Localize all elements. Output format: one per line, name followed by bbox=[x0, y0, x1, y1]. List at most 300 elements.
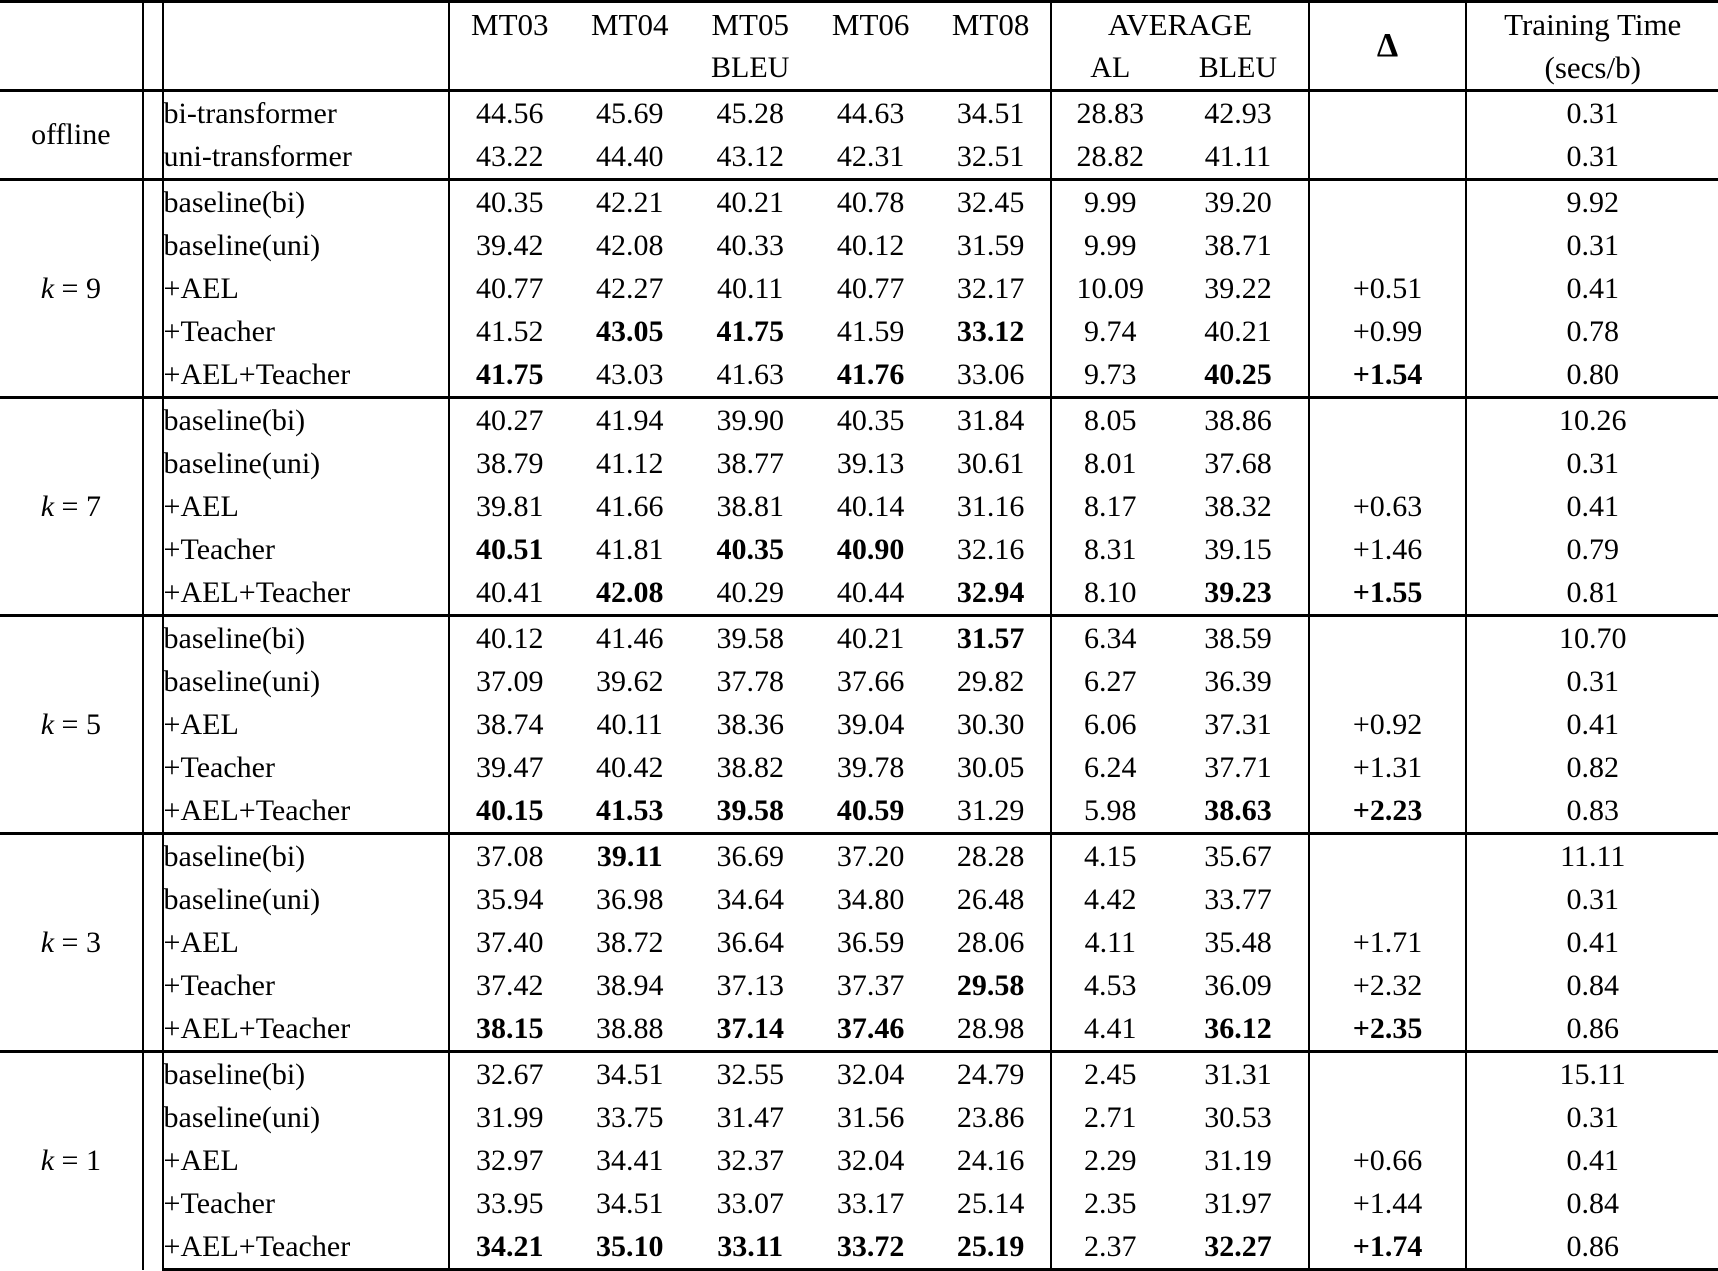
cell-mt08: 23.86 bbox=[956, 1101, 1025, 1134]
cell-mt06: 41.76 bbox=[836, 358, 905, 391]
cell-average-al: 9.99 bbox=[1051, 180, 1168, 225]
cell-mt03: 37.42 bbox=[449, 964, 569, 1007]
group-divider bbox=[143, 180, 163, 398]
header-mt06: MT06 bbox=[810, 2, 930, 48]
system-name: +Teacher bbox=[163, 315, 275, 348]
cell-average-al: 2.71 bbox=[1051, 1096, 1168, 1139]
table-row bbox=[0, 135, 1718, 180]
cell-average-al: 2.45 bbox=[1051, 1052, 1168, 1097]
system-name: +Teacher bbox=[163, 533, 275, 566]
cell-mt04: 34.51 bbox=[595, 1187, 664, 1220]
cell-mt08: 29.58 bbox=[956, 969, 1025, 1002]
cell-mt06: 36.59 bbox=[836, 926, 905, 959]
cell-delta: +1.31 bbox=[1309, 746, 1467, 789]
cell-delta bbox=[1309, 224, 1467, 267]
cell-mt08: 31.57 bbox=[931, 616, 1051, 661]
cell-training-time: 0.78 bbox=[1466, 310, 1718, 353]
cell-mt08: 31.29 bbox=[956, 794, 1025, 827]
cell-mt06: 40.77 bbox=[836, 272, 905, 305]
cell-mt08: 29.82 bbox=[956, 665, 1025, 698]
system-name: +AEL bbox=[163, 708, 239, 741]
cell-delta: +0.63 bbox=[1309, 485, 1467, 528]
system-name: +Teacher bbox=[163, 969, 275, 1002]
cell-mt04: 40.42 bbox=[595, 751, 664, 784]
cell-mt06: 33.72 bbox=[810, 1225, 930, 1270]
cell-mt03: 40.51 bbox=[449, 528, 569, 571]
cell-mt03: 37.09 bbox=[449, 660, 569, 703]
cell-mt06: 39.13 bbox=[836, 447, 905, 480]
system-name: baseline(uni) bbox=[163, 1101, 321, 1134]
row-group-label: k = 5 bbox=[0, 616, 143, 834]
cell-mt06: 44.63 bbox=[810, 91, 930, 136]
group-divider bbox=[143, 91, 163, 180]
cell-training-time: 0.31 bbox=[1466, 878, 1718, 921]
header-group-col bbox=[0, 2, 143, 48]
cell-average-al: 2.37 bbox=[1051, 1225, 1168, 1270]
cell-mt04: 34.51 bbox=[570, 1052, 690, 1097]
cell-mt06: 40.35 bbox=[810, 398, 930, 443]
table-row bbox=[0, 746, 1718, 789]
cell-mt05: 38.82 bbox=[716, 751, 784, 784]
cell-average-al: 9.73 bbox=[1051, 353, 1168, 398]
system-name: baseline(uni) bbox=[163, 883, 321, 916]
cell-mt03: 41.52 bbox=[449, 310, 569, 353]
cell-delta: +1.55 bbox=[1309, 571, 1467, 616]
cell-training-time: 0.31 bbox=[1466, 442, 1718, 485]
cell-training-time: 0.84 bbox=[1466, 1182, 1718, 1225]
cell-training-time: 11.11 bbox=[1466, 834, 1718, 879]
cell-mt06: 37.37 bbox=[836, 969, 905, 1002]
cell-delta: +0.92 bbox=[1309, 703, 1467, 746]
cell-delta: +1.46 bbox=[1309, 528, 1467, 571]
cell-average-bleu: 39.15 bbox=[1204, 533, 1272, 566]
header-delta bbox=[1309, 2, 1467, 91]
table-row bbox=[0, 921, 1718, 964]
table-row bbox=[0, 91, 1718, 136]
cell-training-time: 0.41 bbox=[1466, 703, 1718, 746]
cell-training-time: 10.26 bbox=[1466, 398, 1718, 443]
header-mt04-sub bbox=[570, 47, 690, 91]
cell-mt04: 42.21 bbox=[570, 180, 690, 225]
cell-average-al: 4.41 bbox=[1051, 1007, 1168, 1052]
cell-mt04: 40.11 bbox=[596, 708, 663, 741]
row-group-label: k = 3 bbox=[0, 834, 143, 1052]
table-row bbox=[0, 1096, 1718, 1139]
cell-mt03: 40.41 bbox=[449, 571, 569, 616]
cell-mt03: 41.75 bbox=[449, 353, 569, 398]
cell-average-al: 6.06 bbox=[1051, 703, 1168, 746]
cell-average-bleu: 38.71 bbox=[1204, 229, 1272, 262]
header-mt08: MT08 bbox=[931, 2, 1051, 48]
group-divider bbox=[143, 616, 163, 834]
cell-average-al: 8.01 bbox=[1051, 442, 1168, 485]
cell-average-bleu: 31.19 bbox=[1204, 1144, 1272, 1177]
system-name: +AEL+Teacher bbox=[163, 794, 351, 827]
cell-mt03: 39.47 bbox=[449, 746, 569, 789]
cell-mt03: 44.56 bbox=[449, 91, 569, 136]
cell-mt03: 40.12 bbox=[449, 616, 569, 661]
delta-symbol: Δ bbox=[1376, 27, 1399, 64]
cell-delta bbox=[1309, 1096, 1467, 1139]
cell-delta: +0.51 bbox=[1309, 267, 1467, 310]
cell-mt05: 45.28 bbox=[690, 91, 810, 136]
cell-mt03: 32.97 bbox=[449, 1139, 569, 1182]
cell-mt04: 43.03 bbox=[595, 358, 664, 391]
cell-delta: +1.54 bbox=[1309, 353, 1467, 398]
cell-mt04: 35.10 bbox=[570, 1225, 690, 1270]
header-mt06-sub bbox=[810, 47, 930, 91]
cell-average-al: 8.17 bbox=[1051, 485, 1168, 528]
system-name: +Teacher bbox=[163, 751, 275, 784]
cell-mt04: 42.08 bbox=[595, 576, 664, 609]
cell-mt04: 43.05 bbox=[595, 315, 664, 348]
cell-training-time: 0.31 bbox=[1466, 224, 1718, 267]
row-group-label: k = 7 bbox=[0, 398, 143, 616]
system-name: baseline(bi) bbox=[163, 1052, 450, 1097]
group-divider bbox=[143, 398, 163, 616]
table-row bbox=[0, 571, 1718, 616]
table-row bbox=[0, 616, 1718, 661]
system-name: baseline(bi) bbox=[163, 180, 450, 225]
cell-mt04: 39.62 bbox=[595, 665, 664, 698]
cell-delta bbox=[1309, 616, 1467, 661]
cell-mt05: 37.78 bbox=[716, 665, 784, 698]
cell-training-time: 0.31 bbox=[1466, 1096, 1718, 1139]
cell-training-time: 0.79 bbox=[1466, 528, 1718, 571]
table-row bbox=[0, 528, 1718, 571]
cell-average-al: 4.53 bbox=[1051, 964, 1168, 1007]
cell-delta: +2.35 bbox=[1309, 1007, 1467, 1052]
cell-mt05: 33.07 bbox=[716, 1187, 784, 1220]
table-row bbox=[0, 878, 1718, 921]
cell-mt03: 31.99 bbox=[449, 1096, 569, 1139]
cell-delta bbox=[1309, 180, 1467, 225]
cell-mt03: 32.67 bbox=[449, 1052, 569, 1097]
header-mt-bleu-sub: BLEU bbox=[690, 47, 810, 91]
cell-average-bleu: 37.71 bbox=[1204, 751, 1272, 784]
system-name: +AEL bbox=[163, 490, 239, 523]
cell-training-time: 9.92 bbox=[1466, 180, 1718, 225]
cell-average-al: 10.09 bbox=[1051, 267, 1168, 310]
header-mt03-sub bbox=[449, 47, 569, 91]
system-name: +AEL bbox=[163, 1144, 239, 1177]
cell-training-time: 0.82 bbox=[1466, 746, 1718, 789]
cell-average-bleu: 35.48 bbox=[1204, 926, 1272, 959]
header-average-al: AL bbox=[1051, 47, 1168, 91]
cell-mt08: 34.51 bbox=[931, 91, 1051, 136]
table-row bbox=[0, 398, 1718, 443]
cell-mt06: 31.56 bbox=[836, 1101, 905, 1134]
cell-mt03: 38.15 bbox=[449, 1007, 569, 1052]
system-name: +AEL+Teacher bbox=[163, 1012, 351, 1045]
cell-mt04: 45.69 bbox=[570, 91, 690, 136]
cell-average-bleu: 40.21 bbox=[1204, 315, 1272, 348]
cell-average-al: 4.11 bbox=[1051, 921, 1168, 964]
cell-training-time: 0.81 bbox=[1466, 571, 1718, 616]
cell-average-al: 5.98 bbox=[1051, 789, 1168, 834]
table-row bbox=[0, 964, 1718, 1007]
row-group-label: k = 1 bbox=[0, 1052, 143, 1270]
cell-average-bleu: 31.31 bbox=[1168, 1052, 1308, 1097]
cell-delta bbox=[1309, 442, 1467, 485]
cell-mt08: 32.51 bbox=[956, 140, 1025, 173]
cell-training-time: 0.41 bbox=[1466, 267, 1718, 310]
cell-mt05: 38.77 bbox=[716, 447, 784, 480]
system-name: baseline(bi) bbox=[163, 616, 450, 661]
cell-mt03: 38.79 bbox=[449, 442, 569, 485]
cell-mt05: 34.64 bbox=[716, 883, 784, 916]
cell-mt03: 34.21 bbox=[449, 1225, 569, 1270]
cell-mt06: 40.21 bbox=[810, 616, 930, 661]
cell-mt05: 38.81 bbox=[716, 490, 784, 523]
cell-average-bleu: 33.77 bbox=[1204, 883, 1272, 916]
table-row bbox=[0, 660, 1718, 703]
cell-mt06: 40.59 bbox=[836, 794, 905, 827]
cell-training-time: 0.31 bbox=[1466, 135, 1718, 180]
cell-average-bleu: 36.39 bbox=[1204, 665, 1272, 698]
cell-average-bleu: 37.68 bbox=[1204, 447, 1272, 480]
cell-mt05: 39.58 bbox=[716, 794, 784, 827]
cell-training-time: 0.86 bbox=[1466, 1225, 1718, 1270]
cell-mt05: 43.12 bbox=[716, 140, 784, 173]
cell-delta: +1.74 bbox=[1309, 1225, 1467, 1270]
cell-mt03: 37.40 bbox=[449, 921, 569, 964]
cell-mt06: 40.90 bbox=[836, 533, 905, 566]
cell-training-time: 0.84 bbox=[1466, 964, 1718, 1007]
cell-training-time: 0.80 bbox=[1466, 353, 1718, 398]
header-training-time: Training Time bbox=[1466, 2, 1718, 48]
cell-average-bleu: 38.86 bbox=[1168, 398, 1308, 443]
cell-mt04: 33.75 bbox=[595, 1101, 664, 1134]
cell-mt08: 33.12 bbox=[956, 315, 1025, 348]
cell-average-al: 8.31 bbox=[1051, 528, 1168, 571]
cell-average-bleu: 36.09 bbox=[1204, 969, 1272, 1002]
system-name: baseline(uni) bbox=[163, 665, 321, 698]
cell-mt08: 33.06 bbox=[956, 358, 1025, 391]
header-gap-col-sub bbox=[143, 47, 163, 91]
header-row-main bbox=[0, 2, 1718, 48]
cell-mt08: 32.45 bbox=[931, 180, 1051, 225]
cell-average-bleu: 31.97 bbox=[1204, 1187, 1272, 1220]
system-name: baseline(bi) bbox=[163, 398, 450, 443]
cell-delta: +2.23 bbox=[1309, 789, 1467, 834]
cell-mt04: 39.11 bbox=[570, 834, 690, 879]
cell-mt05: 37.13 bbox=[716, 969, 784, 1002]
cell-mt08: 24.16 bbox=[956, 1144, 1025, 1177]
cell-mt03: 38.74 bbox=[449, 703, 569, 746]
cell-average-bleu: 38.59 bbox=[1168, 616, 1308, 661]
cell-mt04: 41.66 bbox=[595, 490, 664, 523]
cell-average-bleu: 41.11 bbox=[1204, 140, 1272, 173]
cell-mt06: 32.04 bbox=[836, 1144, 905, 1177]
cell-delta bbox=[1309, 91, 1467, 136]
cell-mt04: 41.46 bbox=[570, 616, 690, 661]
cell-mt08: 25.14 bbox=[956, 1187, 1025, 1220]
cell-mt05: 33.11 bbox=[690, 1225, 810, 1270]
cell-mt06: 32.04 bbox=[810, 1052, 930, 1097]
cell-mt08: 26.48 bbox=[956, 883, 1025, 916]
cell-average-al: 4.42 bbox=[1051, 878, 1168, 921]
cell-training-time: 0.86 bbox=[1466, 1007, 1718, 1052]
cell-average-bleu: 39.20 bbox=[1168, 180, 1308, 225]
cell-mt04: 38.94 bbox=[595, 969, 664, 1002]
cell-mt08: 30.61 bbox=[956, 447, 1025, 480]
header-mt05: MT05 bbox=[690, 2, 810, 48]
cell-mt06: 40.78 bbox=[810, 180, 930, 225]
cell-training-time: 10.70 bbox=[1466, 616, 1718, 661]
cell-mt05: 37.14 bbox=[716, 1012, 784, 1045]
cell-mt03: 39.81 bbox=[449, 485, 569, 528]
cell-mt04: 42.27 bbox=[595, 272, 664, 305]
cell-average-al: 6.34 bbox=[1051, 616, 1168, 661]
cell-mt06: 37.46 bbox=[836, 1012, 905, 1045]
table-row bbox=[0, 1007, 1718, 1052]
system-name: bi-transformer bbox=[163, 91, 450, 136]
cell-mt03: 40.15 bbox=[449, 789, 569, 834]
cell-mt03: 37.08 bbox=[449, 834, 569, 879]
system-name: baseline(uni) bbox=[163, 447, 321, 480]
header-mt08-sub bbox=[931, 47, 1051, 91]
cell-average-al: 6.27 bbox=[1051, 660, 1168, 703]
cell-delta bbox=[1309, 878, 1467, 921]
system-name: uni-transformer bbox=[163, 140, 352, 173]
cell-mt06: 41.59 bbox=[836, 315, 905, 348]
cell-training-time: 0.41 bbox=[1466, 1139, 1718, 1182]
cell-delta: +0.99 bbox=[1309, 310, 1467, 353]
cell-mt06: 42.31 bbox=[836, 140, 905, 173]
cell-mt06: 40.14 bbox=[836, 490, 905, 523]
cell-mt05: 40.21 bbox=[690, 180, 810, 225]
cell-delta: +1.44 bbox=[1309, 1182, 1467, 1225]
cell-mt06: 33.17 bbox=[836, 1187, 905, 1220]
cell-mt04: 36.98 bbox=[595, 883, 664, 916]
table-row bbox=[0, 1139, 1718, 1182]
group-divider bbox=[143, 1052, 163, 1270]
header-system-col-sub bbox=[163, 47, 450, 91]
header-mt03: MT03 bbox=[449, 2, 569, 48]
cell-mt05: 40.33 bbox=[716, 229, 784, 262]
cell-mt05: 41.75 bbox=[716, 315, 784, 348]
table-row bbox=[0, 1052, 1718, 1097]
system-name: +Teacher bbox=[163, 1187, 275, 1220]
header-mt04: MT04 bbox=[570, 2, 690, 48]
group-divider bbox=[143, 834, 163, 1052]
cell-average-bleu: 39.23 bbox=[1204, 576, 1272, 609]
cell-average-al: 2.29 bbox=[1051, 1139, 1168, 1182]
cell-mt04: 42.08 bbox=[595, 229, 664, 262]
cell-delta bbox=[1309, 834, 1467, 879]
cell-mt08: 30.30 bbox=[956, 708, 1025, 741]
cell-mt04: 44.40 bbox=[595, 140, 664, 173]
cell-mt08: 30.05 bbox=[956, 751, 1025, 784]
cell-mt04: 38.72 bbox=[595, 926, 664, 959]
cell-mt08: 31.59 bbox=[956, 229, 1025, 262]
cell-training-time: 0.41 bbox=[1466, 485, 1718, 528]
cell-mt08: 28.98 bbox=[956, 1012, 1025, 1045]
cell-mt08: 25.19 bbox=[931, 1225, 1051, 1270]
cell-mt03: 33.95 bbox=[449, 1182, 569, 1225]
table-row bbox=[0, 1225, 1718, 1270]
cell-mt06: 37.66 bbox=[836, 665, 905, 698]
cell-delta bbox=[1309, 660, 1467, 703]
cell-average-bleu: 40.25 bbox=[1204, 358, 1272, 391]
cell-training-time: 15.11 bbox=[1466, 1052, 1718, 1097]
system-name: +AEL+Teacher bbox=[163, 576, 351, 609]
cell-mt06: 40.44 bbox=[836, 576, 905, 609]
cell-mt03: 40.35 bbox=[449, 180, 569, 225]
table-row bbox=[0, 180, 1718, 225]
cell-mt08: 28.28 bbox=[931, 834, 1051, 879]
cell-mt05: 32.37 bbox=[716, 1144, 784, 1177]
cell-average-al: 28.82 bbox=[1051, 135, 1168, 180]
system-name: +AEL+Teacher bbox=[163, 1225, 450, 1270]
cell-mt04: 41.94 bbox=[570, 398, 690, 443]
table-row bbox=[0, 224, 1718, 267]
cell-training-time: 0.83 bbox=[1466, 789, 1718, 834]
cell-average-bleu: 38.63 bbox=[1204, 794, 1272, 827]
header-average-bleu: BLEU bbox=[1168, 47, 1308, 91]
system-name: +AEL+Teacher bbox=[163, 358, 351, 391]
system-name: baseline(bi) bbox=[163, 834, 450, 879]
table-row bbox=[0, 442, 1718, 485]
cell-mt08: 32.16 bbox=[956, 533, 1025, 566]
cell-mt05: 40.11 bbox=[717, 272, 784, 305]
cell-training-time: 0.31 bbox=[1466, 660, 1718, 703]
cell-average-al: 2.35 bbox=[1051, 1182, 1168, 1225]
cell-mt05: 32.55 bbox=[690, 1052, 810, 1097]
system-name: +AEL bbox=[163, 926, 239, 959]
table-header bbox=[0, 2, 1718, 91]
table-row bbox=[0, 789, 1718, 834]
cell-mt05: 36.69 bbox=[690, 834, 810, 879]
cell-mt03: 43.22 bbox=[449, 135, 569, 180]
cell-mt04: 41.12 bbox=[595, 447, 664, 480]
cell-average-al: 9.99 bbox=[1051, 224, 1168, 267]
cell-average-al: 6.24 bbox=[1051, 746, 1168, 789]
cell-mt06: 39.04 bbox=[836, 708, 905, 741]
row-group-label: k = 9 bbox=[0, 180, 143, 398]
cell-delta bbox=[1309, 135, 1467, 180]
cell-delta: +0.66 bbox=[1309, 1139, 1467, 1182]
cell-mt04: 34.41 bbox=[595, 1144, 664, 1177]
cell-average-al: 8.05 bbox=[1051, 398, 1168, 443]
header-gap-col bbox=[143, 2, 163, 48]
cell-average-bleu: 35.67 bbox=[1168, 834, 1308, 879]
table-row bbox=[0, 353, 1718, 398]
cell-mt05: 39.90 bbox=[690, 398, 810, 443]
cell-mt05: 40.35 bbox=[716, 533, 784, 566]
cell-mt06: 40.12 bbox=[836, 229, 905, 262]
cell-mt03: 35.94 bbox=[449, 878, 569, 921]
table-row bbox=[0, 834, 1718, 879]
cell-mt05: 39.58 bbox=[690, 616, 810, 661]
cell-mt03: 40.77 bbox=[449, 267, 569, 310]
table-row bbox=[0, 703, 1718, 746]
header-average: AVERAGE bbox=[1051, 2, 1308, 48]
row-group-label: offline bbox=[0, 91, 143, 180]
cell-mt04: 38.88 bbox=[595, 1012, 664, 1045]
header-group-col-sub bbox=[0, 47, 143, 91]
cell-average-bleu: 39.22 bbox=[1204, 272, 1272, 305]
cell-mt08: 32.94 bbox=[956, 576, 1025, 609]
header-training-time-sub: (secs/b) bbox=[1466, 47, 1718, 91]
cell-mt05: 36.64 bbox=[716, 926, 784, 959]
cell-mt08: 31.16 bbox=[956, 490, 1025, 523]
cell-average-bleu: 36.12 bbox=[1204, 1012, 1272, 1045]
cell-delta bbox=[1309, 398, 1467, 443]
cell-training-time: 0.31 bbox=[1466, 91, 1718, 136]
cell-mt05: 38.36 bbox=[716, 708, 784, 741]
